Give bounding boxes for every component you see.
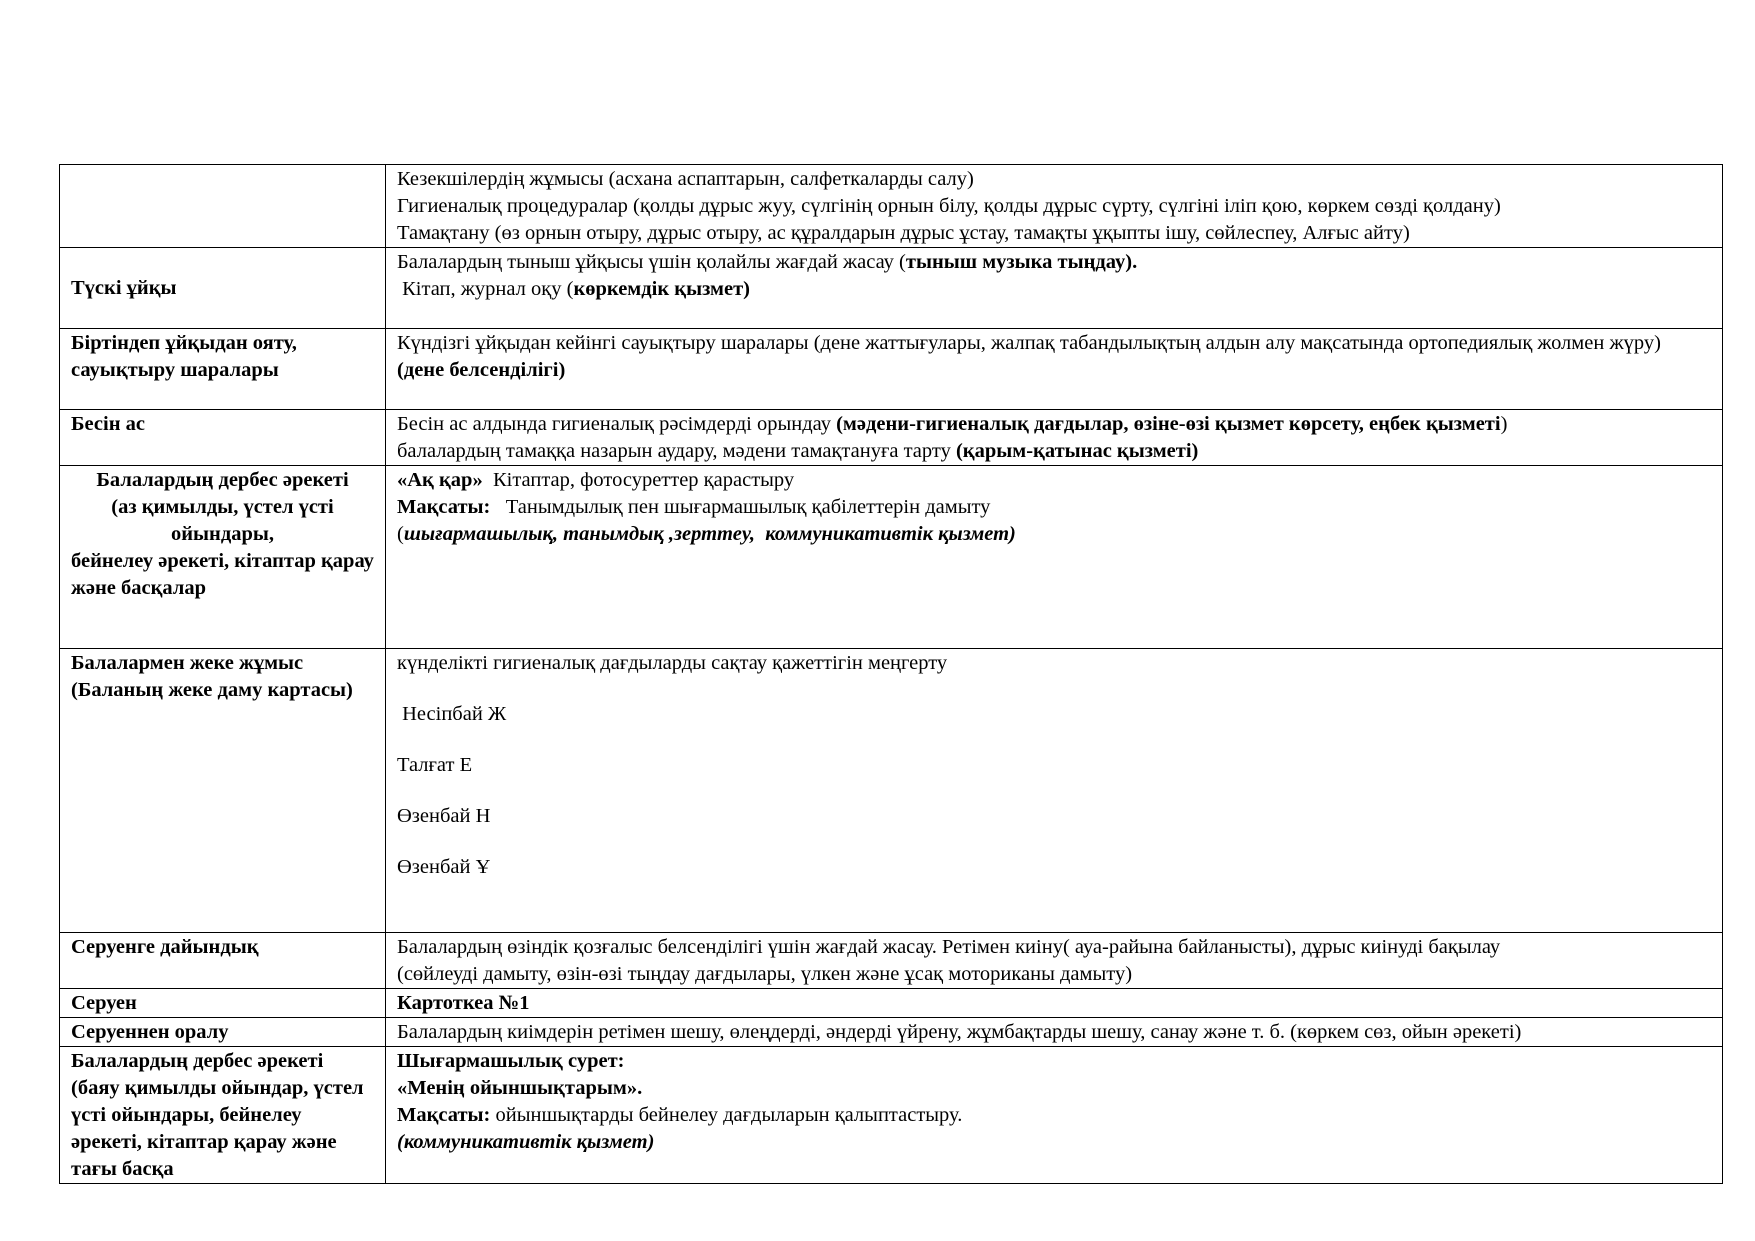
row-content <box>386 649 1723 933</box>
content-line <box>397 276 1711 303</box>
bold-text: Мақсаты: <box>397 1104 491 1126</box>
child-name: Талғат Е <box>397 754 473 776</box>
table-row <box>60 248 1723 329</box>
plain-text: Балалардың тыныш ұйқысы үшін қолайлы жағдай жасау ( <box>397 251 906 273</box>
plain-text: балалардың тамаққа назарын аудару, мәдени тамақтануға тарту <box>397 440 956 462</box>
bold-text: Картоткеа №1 <box>397 992 530 1014</box>
content-line: Балалардың өзіндік қозғалыс белсенділігі үшін жағдай жасау. Ретімен киіну( ауа-райына байланысты), дұрыс киінуді бақылау <box>397 936 1501 958</box>
content-line <box>397 467 1711 494</box>
plain-text: Кітаптар, фотосуреттер қарастыру <box>482 469 795 491</box>
bold-text: көркемдік қызмет) <box>573 278 750 300</box>
plain-text: Танымдылық пен шығармашылық қабілеттерін дамыту <box>490 496 991 518</box>
row-content <box>386 165 1723 248</box>
content-line: күнделікті гигиеналық дағдыларды сақтау қажеттігін меңгерту <box>397 652 948 674</box>
child-name: Несіпбай Ж <box>397 703 507 725</box>
row-label <box>60 466 386 649</box>
row-label: Балалардың дербес әрекеті (баяу қимылды ойындар, үстел үсті ойындары, бейнелеу әрекеті, кітаптар қарау және тағы басқа <box>60 1047 386 1184</box>
content-line <box>397 438 1711 465</box>
content-line <box>397 1102 1711 1129</box>
bold-italic-text: шығармашылық, танымдық ,зерттеу, коммуникативтік қызмет) <box>403 523 1016 545</box>
child-name: Өзенбай Н <box>397 805 491 827</box>
row-label: Балалармен жеке жұмыс (Баланың жеке даму картасы) <box>60 649 386 933</box>
table-row <box>60 1018 1723 1047</box>
row-content <box>386 989 1723 1018</box>
table-row <box>60 989 1723 1018</box>
content-line <box>397 521 1711 548</box>
bold-text: «Ақ қар» <box>397 469 483 491</box>
table-row <box>60 933 1723 989</box>
label-line: бейнелеу әрекеті, кітаптар қарау және басқалар <box>71 550 374 599</box>
bold-text: тыныш музыка тыңдау). <box>905 251 1138 273</box>
row-content <box>386 248 1723 329</box>
content-line: (сөйлеуді дамыту, өзін-өзі тыңдау дағдылары, үлкен және ұсақ моториканы дамыту) <box>397 963 1133 985</box>
row-label: Серуеннен оралу <box>60 1018 386 1047</box>
row-label: Бесін ас <box>60 410 386 466</box>
content-line <box>397 249 1711 276</box>
row-content <box>386 1047 1723 1184</box>
plain-text: Кітап, журнал оқу ( <box>397 278 574 300</box>
content-line <box>397 494 1711 521</box>
bold-text: (мәдени-гигиеналық дағдылар, өзіне-өзі қызмет көрсету, еңбек қызметі <box>836 413 1501 435</box>
row-label: Біртіндеп ұйқыдан ояту, сауықтыру шаралары <box>60 329 386 410</box>
bold-text: Мақсаты: <box>397 496 491 518</box>
row-label <box>60 165 386 248</box>
table-row <box>60 329 1723 410</box>
table-row <box>60 1047 1723 1184</box>
bold-text: «Менің ойыншықтарым». <box>397 1077 643 1099</box>
content-line <box>397 411 1711 438</box>
plain-text: ( <box>397 523 404 545</box>
content-line: Күндізгі ұйқыдан кейінгі сауықтыру шаралары (дене жаттығулары, жалпақ табандылықтың алдын алу мақсатында ортопедиялық жолмен жүру) <box>397 332 1661 354</box>
row-content <box>386 1018 1723 1047</box>
table-row <box>60 466 1723 649</box>
child-name: Өзенбай Ұ <box>397 856 491 878</box>
row-label: Серуен <box>60 989 386 1018</box>
content-line: Балалардың киімдерін ретімен шешу, өлеңдерді, әндерді үйрену, жұмбақтарды шешу, санау және т. б. (көркем сөз, ойын әрекеті) <box>397 1021 1522 1043</box>
content-line: Кезекшілердің жұмысы (асхана аспаптарын, салфеткаларды салу) <box>397 168 974 190</box>
row-content <box>386 933 1723 989</box>
label-line: (аз қимылды, үстел үсті <box>111 496 334 518</box>
plain-text: ) <box>1500 413 1508 435</box>
row-label: Түскі ұйқы <box>60 248 386 329</box>
schedule-table <box>59 164 1723 1184</box>
bold-text: (дене белсенділігі) <box>397 359 566 381</box>
content-line: Тамақтану (өз орнын отыру, дұрыс отыру, ас құралдарын дұрыс ұстау, тамақты ұқыпты ішу, сөйлеспеу, Алғыс айту) <box>397 222 1410 244</box>
table-row <box>60 165 1723 248</box>
content-line: Гигиеналық процедуралар (қолды дұрыс жуу, сүлгінің орнын білу, қолды дұрыс сүрту, сүлгіні іліп қою, көркем сөзді қолдану) <box>397 195 1501 217</box>
label-line: Балалардың дербес әрекеті <box>96 469 349 491</box>
row-content <box>386 410 1723 466</box>
bold-italic-text: (коммуникативтік қызмет) <box>397 1131 655 1153</box>
label-line: ойындары, <box>170 523 275 545</box>
row-label: Серуенге дайындық <box>60 933 386 989</box>
plain-text: ойыншықтарды бейнелеу дағдыларын қалыптастыру. <box>490 1104 963 1126</box>
bold-text: Шығармашылық сурет: <box>397 1050 625 1072</box>
row-content <box>386 466 1723 649</box>
table-row <box>60 410 1723 466</box>
row-content <box>386 329 1723 410</box>
plain-text: Бесін ас алдында гигиеналық рәсімдерді орындау <box>397 413 837 435</box>
table-row <box>60 649 1723 933</box>
bold-text: (қарым-қатынас қызметі) <box>955 440 1199 462</box>
